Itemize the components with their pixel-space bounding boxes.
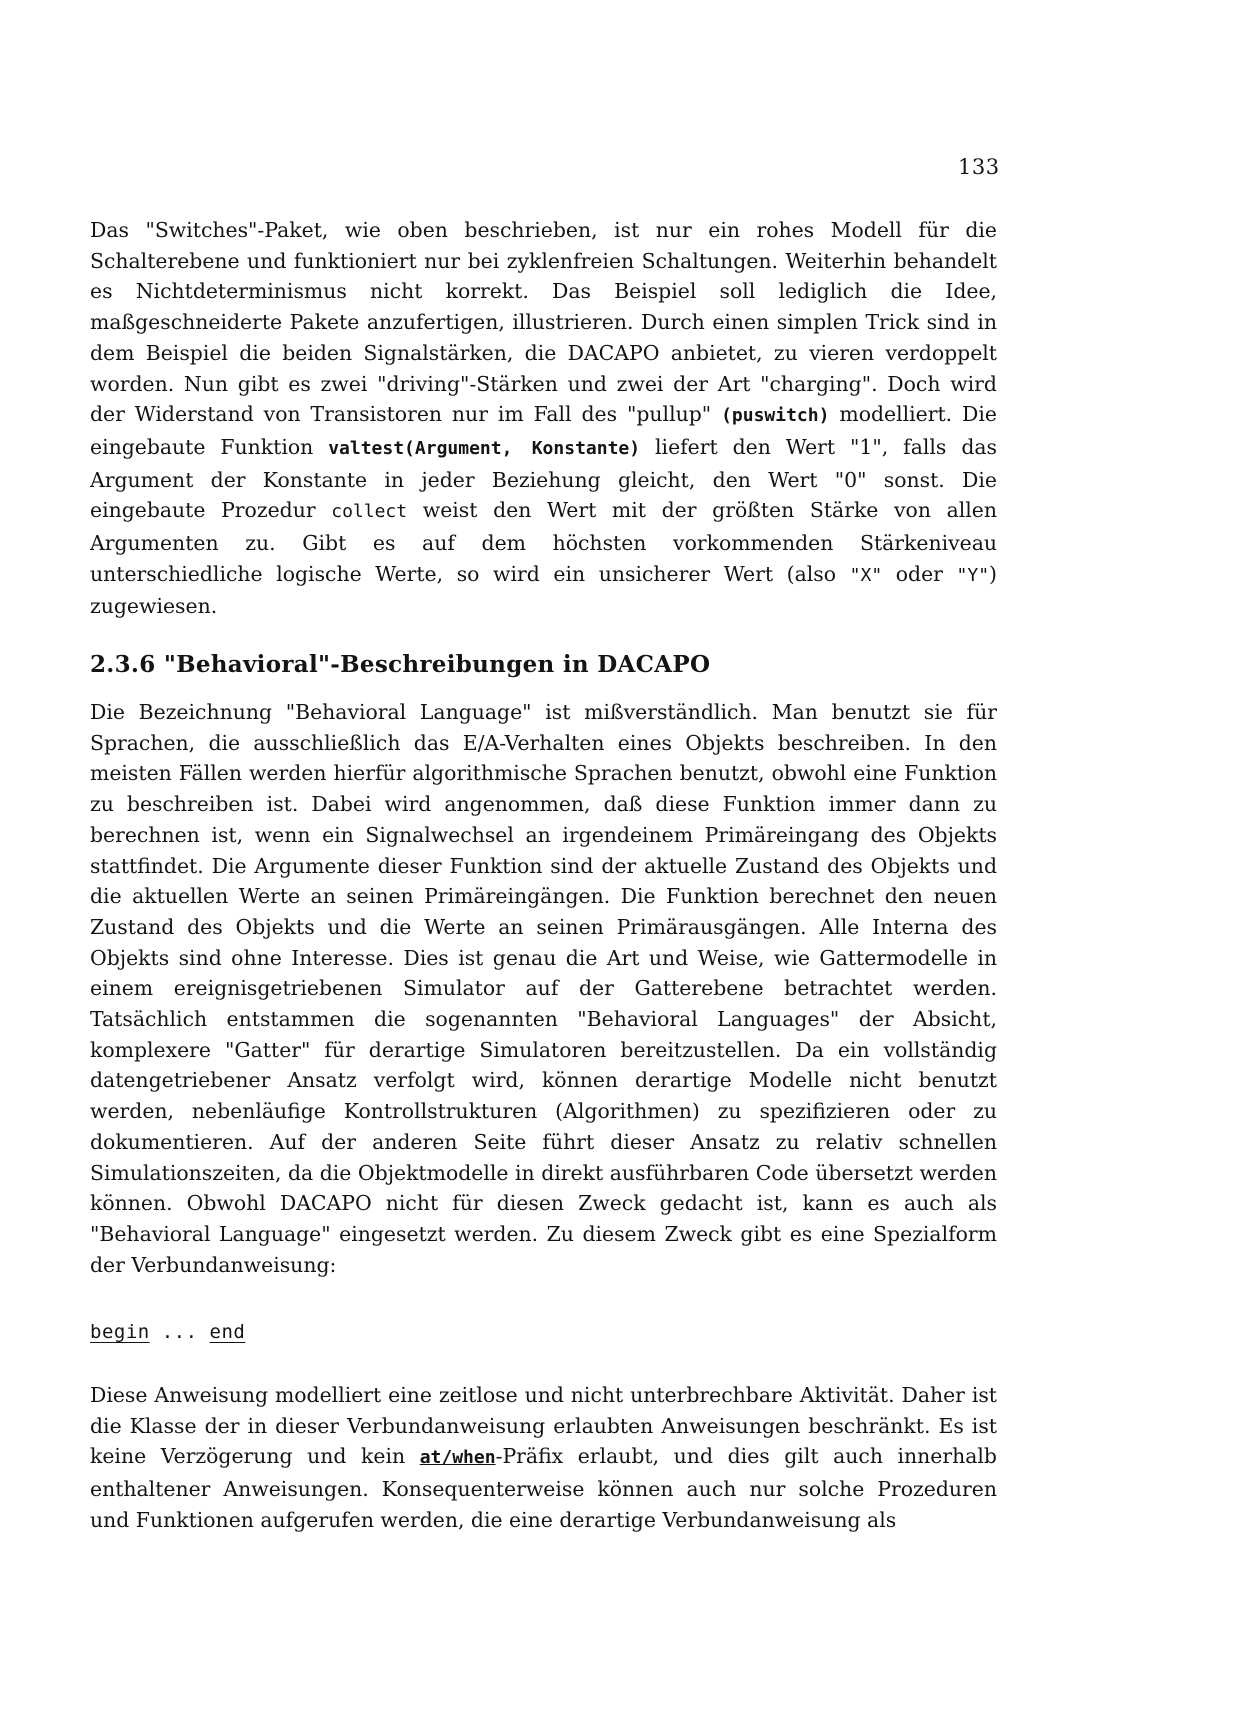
page-number: 133 xyxy=(958,155,1000,179)
code-ellipsis: ... xyxy=(161,1321,198,1343)
paragraph-behavioral-language: Die Bezeichnung "Behavioral Language" ist mißverständlich. Man benutzt sie für Sprachen, die ausschließlich das E/A-Verhalten eines Objekts beschreiben. In den meisten Fällen werden hierfür algorithmische Sprachen benutzt, obwohl eine Funktion zu beschreiben ist. Dabei wird angenommen, daß diese Funktion immer dann zu berechnen ist, wenn ein Signalwechsel an irgendeinem Primäreingang des Objekts stattfindet. Die Argumente dieser Funktion sind der aktuelle Zustand des Objekts und die aktuellen Werte an seinen Primäreingängen. Die Funktion berechnet den neuen Zustand des Objekts und die Werte an seinen Primärausgängen. Alle Interna des Objekts sind ohne Interesse. Dies ist genau die Art und Weise, wie Gattermodelle in einem ereignisgetriebenen Simulator auf der Gatterebene betrachtet werden. Tatsächlich entstammen die sogenannten "Behavioral Languages" der Absicht, komplexere "Gatter" für derartige Simulatoren bereitzustellen. Da ein vollständig datengetriebener Ansatz verfolgt wird, können derartige Modelle nicht benutzt werden, nebenläufige Kontrollstrukturen (Algorithmen) zu spezifizieren oder zu dokumentieren. Auf der anderen Seite führt dieser Ansatz zu relativ schnellen Simulationszeiten, da die Objektmodelle in direkt ausführbaren Code übersetzt werden können. Obwohl DACAPO nicht für diesen Zweck gedacht ist, kann es auch als "Behavioral Language" eingesetzt werden. Zu diesem Zweck gibt es eine Spezialform der Verbundanweisung: xyxy=(90,700,997,1277)
p1-text-5: oder xyxy=(882,561,957,586)
code-end-keyword: end xyxy=(209,1321,246,1343)
section-heading: 2.3.6 "Behavioral"-Beschreibungen in DACAPO xyxy=(90,651,711,678)
p1-text-3: liefert den Wert "1", falls das Argument der Konstante in jeder Beziehung gleicht, den Wert "0" sonst. Die eingebaute Prozedur xyxy=(90,434,997,523)
code-begin-end xyxy=(90,1321,245,1343)
paragraph-switches-package xyxy=(90,215,997,622)
p3-text-1: Diese Anweisung modelliert eine zeitlose und nicht unterbrechbare Aktivität. Daher ist die Klasse der in dieser Verbundanweisung erlaubten Anweisungen beschränkt. Es ist keine Verzögerung und kein xyxy=(90,1383,997,1469)
p1-text-2: modelliert. Die eingebaute Funktion xyxy=(90,402,997,459)
code-collect: collect xyxy=(331,501,408,523)
code-y-value: "Y" xyxy=(956,564,990,586)
code-x-value: "X" xyxy=(849,564,883,586)
code-valtest: valtest(Argument, Konstante) xyxy=(328,437,641,459)
p1-text-6: ) zugewiesen. xyxy=(90,561,997,619)
p3-text-2: -Präfix erlaubt, und dies gilt auch innerhalb enthaltener Anweisungen. Konsequenterweise können auch nur solche Prozeduren und Funktionen aufgerufen werden, die eine derartige Verbundanweisung als xyxy=(90,1444,997,1532)
code-puswitch: (puswitch) xyxy=(721,405,830,427)
p1-text-1: Das "Switches"-Paket, wie oben beschrieben, ist nur ein rohes Modell für die Schalterebene und funktioniert nur bei zyklenfreien Schaltungen. Weiterhin behandelt es Nichtdeterminismus nicht korrekt. Das Beispiel soll lediglich die Idee, maßgeschneiderte Pakete anzufertigen, illustrieren. Durch einen simplen Trick sind in dem Beispiel die beiden Signalstärken, die DACAPO anbietet, zu vieren verdoppelt worden. Nun gibt es zwei "driving"-Stärken und zwei der Art "charging". Doch wird der Widerstand von Transistoren nur im Fall des "pullup" xyxy=(90,218,997,427)
paragraph-statement-model xyxy=(90,1380,997,1536)
code-begin-keyword: begin xyxy=(90,1321,150,1343)
code-at-when: at/when xyxy=(419,1447,496,1469)
p1-text-4: weist den Wert mit der größten Stärke von allen Argumenten zu. Gibt es auf dem höchsten vorkommenden Stärkeniveau unterschiedliche logische Werte, so wird ein unsicherer Wert (also xyxy=(90,498,997,586)
